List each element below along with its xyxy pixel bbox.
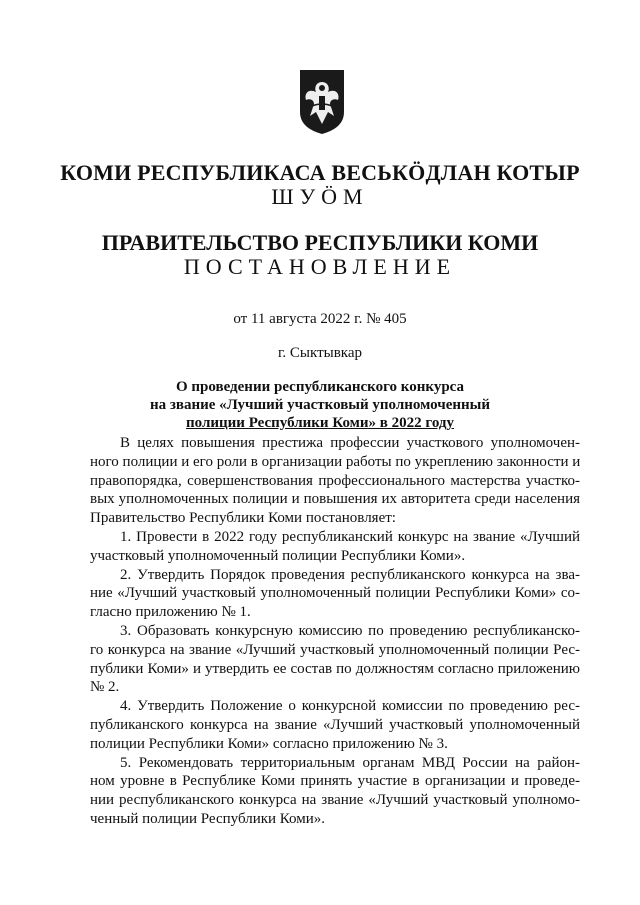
body-line: 1. Провести в 2022 году республиканский конкурс на звание «Лучший (120, 528, 580, 545)
russian-government-title: ПРАВИТЕЛЬСТВО РЕСПУБЛИКИ КОМИ (101, 230, 539, 255)
body-line: го конкурса на звание «Лучший участковый уполномоченный полиции Рес- (90, 641, 580, 658)
body-line: В целях повышения престижа профессии участкового уполномочен- (120, 435, 580, 451)
body-line: полиции Республики Коми» согласно приложению № 3. (90, 735, 448, 752)
komi-government-title: КОМИ РЕСПУБЛИКАСА ВЕСЬКӦДЛАН КОТЫР (60, 160, 580, 185)
komi-coat-of-arms-icon (298, 68, 346, 136)
body-line: ченный полиции Республики Коми». (90, 810, 326, 827)
body-line: 3. Образовать конкурсную комиссию по проведению республиканско- (120, 622, 580, 639)
decree-city: г. Сыктывкар (277, 345, 363, 361)
decree-title-line: О проведении республиканского конкурса (175, 379, 465, 395)
decree-title-line: полиции Республики Коми» в 2022 году (186, 415, 454, 431)
body-line: 5. Рекомендовать территориальным органам МВД России на район- (120, 754, 580, 771)
decree-date-number: от 11 августа 2022 г. № 405 (233, 311, 407, 327)
body-line: ном уровне в Республике Коми принять участие в организации и проведе- (90, 773, 580, 790)
decree-body (90, 434, 580, 829)
body-line: ного полиции и его роли в организации работы по укреплению законности и (90, 453, 580, 470)
body-line: ние «Лучший участковый уполномоченный полиции Республики Коми» со- (90, 585, 580, 602)
komi-document-type: ШУӦМ (271, 184, 369, 209)
body-line: публиканского конкурса на звание «Лучший участковый уполномоченный (90, 716, 580, 733)
body-line: участковый уполномоченный полиции Республики Коми». (90, 547, 466, 564)
body-line: гласно приложению № 1. (90, 604, 251, 621)
body-line: вых уполномоченных полиции и повышения их авторитета среди населения (90, 491, 580, 508)
decree-title-line: на звание «Лучший участковый уполномоченный (149, 397, 491, 413)
russian-document-type: ПОСТАНОВЛЕНИЕ (183, 254, 457, 279)
decree-title (0, 378, 640, 432)
body-line: Правительство Республики Коми постановляет: (90, 510, 396, 527)
body-line: 2. Утвердить Порядок проведения республиканского конкурса на зва- (120, 566, 580, 583)
body-line: нии республиканского конкурса на звание «Лучший участковый уполномо- (90, 792, 580, 809)
body-line: публики Коми» и утвердить ее состав по должностям согласно приложению (90, 660, 580, 677)
body-line: № 2. (90, 679, 120, 696)
body-line: 4. Утвердить Положение о конкурсной комиссии по проведению рес- (120, 698, 580, 715)
body-line: правопорядка, совершенствования профессионального мастерства участко- (90, 472, 580, 489)
